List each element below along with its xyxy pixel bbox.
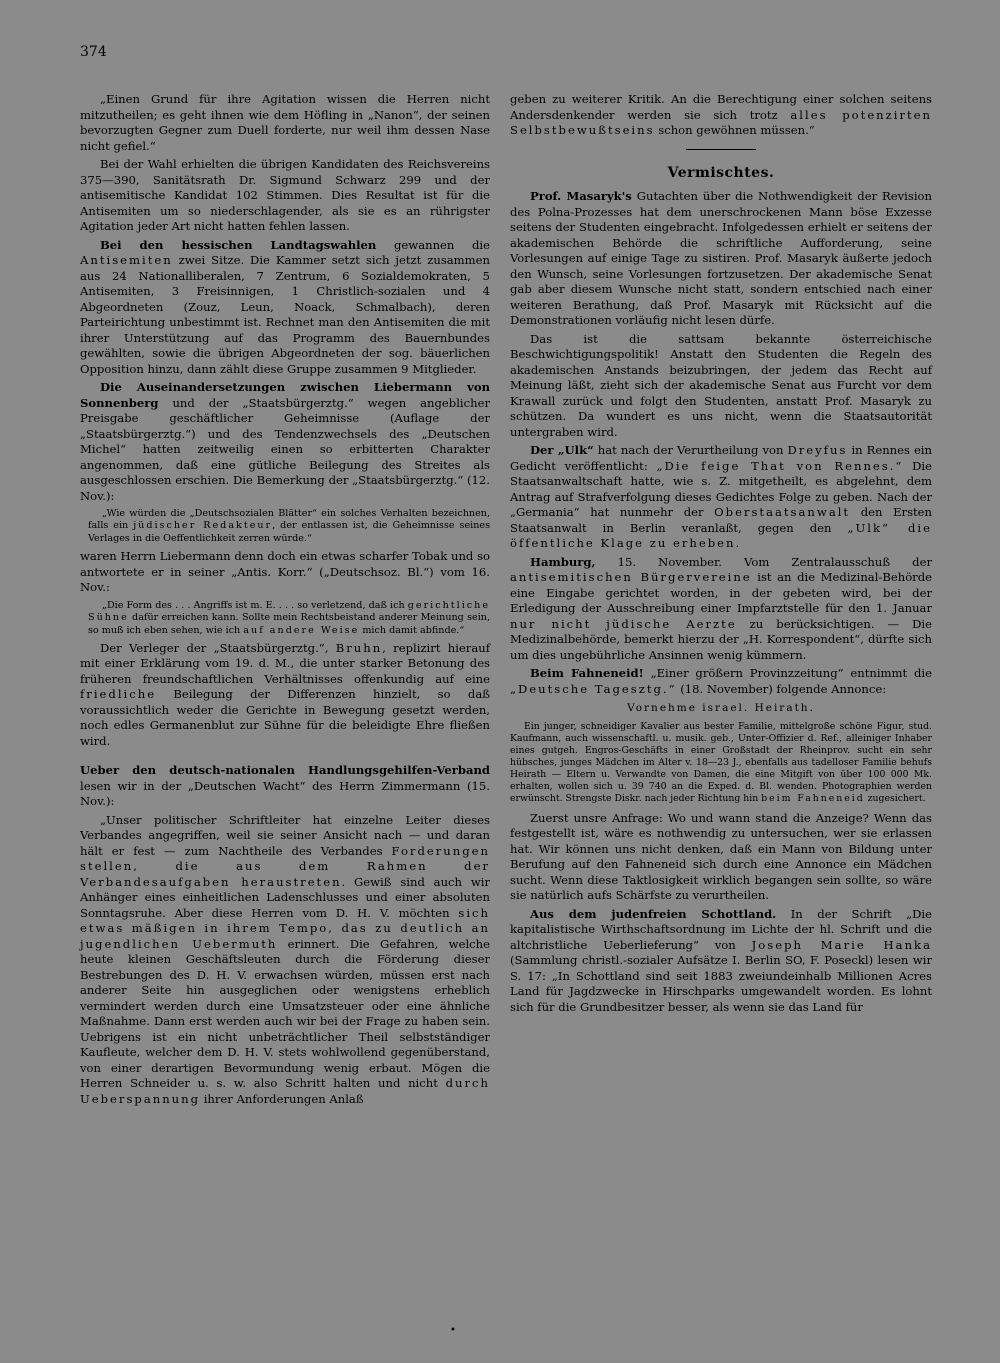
liebermann-reply: waren Herrn Liebermann denn doch ein etwas scharfer Tobak und so antwortete er in seiner „Antis. Korr.“ („Deutschsoz. Bl.“) vom 16. Nov.:	[80, 549, 490, 595]
article-headline: Bei den hessischen Landtagswahlen	[100, 237, 377, 252]
block-quote: „Die Form des . . . Angriffs ist m. E. . . . so verletzend, daß ich gerichtliche Sühne dafür erreichen kann. Sollte mein Rechtsbeistand anderer Meinung sein, so muß ich eben sehen, wie ich auf andere Weise mich damit abfinde.“	[88, 599, 490, 636]
article-headline: Prof. Masaryk's	[530, 189, 632, 203]
section-title: Vermischtes.	[667, 164, 775, 181]
block-quote: „Wie würden die „Deutschsozialen Blätter“ ein solches Verhalten bezeichnen, falls ein jüdischer Redakteur, der entlassen ist, die Geheimnisse seines Verlages in die Oeffentlichkeit zerren würde.“	[88, 508, 490, 544]
right-column	[510, 92, 932, 1018]
article-masaryk: Prof. Masaryk's Gutachten über die Nothwendigkeit der Revision des Polna-Prozesses hat dem unerschrockenen Mann böse Exzesse seitens der Studenten eingebracht. Infolgedessen erhielt er seitens der akademischen Behörde die schriftliche Aufforderung, seine Vorlesungen auf einige Tage zu sistiren. Prof. Masaryk äußerte jedoch den Wunsch, seine Vorlesungen fortzusetzen. Der akademische Senat gab aber diesem Wunsche nicht statt, sondern entschied nach einer weiteren Berathung, daß Prof. Masaryk mit Rücksicht auf die Demonstrationen vorläufig nicht lesen dürfe.	[510, 189, 932, 327]
fahneneid-comment: Zuerst unsre Anfrage: Wo und wann stand die Anzeige? Wenn das festgestellt ist, wäre es nothwendig zu untersuchen, wer sie erlassen hat. Wir können uns nicht denken, daß ein Mann von Bildung unter Berufung auf den Fahneneid sich durch eine Annonce ein Mädchen sucht. Wenn diese Taktlosigkeit wirklich begangen sein sollte, so wäre sie natürlich aufs Schärfste zu verurtheilen.	[510, 810, 932, 902]
masaryk-comment: Das ist die sattsam bekannte österreichische Beschwichtigungspolitik! Anstatt den Studenten die Regeln des akademischen Anstands beizubringen, der jedem das Recht auf Meinung läßt, zieht sich der akademische Senat aus Furcht vor dem Krawall zurück und folgt den Studenten, anstatt Prof. Masaryk zu schützen. Da wundert es uns nicht, wenn die Staatsautorität untergraben wird.	[510, 331, 932, 439]
article-ulk: Der „Ulk“ hat nach der Verurtheilung von Dreyfus in Rennes ein Gedicht veröffentlicht: „Die feige That von Rennes.“ Die Staatsanwaltschaft hatte, wie s. Z. mitgetheilt, es abgelehnt, dem Antrag auf Strafverfolgung dieses Gedichtes Folge zu geben. Nach der „Germania“ hat nunmehr der Oberstaatsanwalt den Ersten Staatsanwalt in Berlin veranlaßt, gegen den „Ulk“ die öffentliche Klage zu erheben.	[510, 443, 933, 550]
article-headline: Beim Fahneneid!	[530, 666, 644, 680]
election-paragraph: Bei der Wahl erhielten die übrigen Kandidaten des Reichsvereins 375—390, Sanitätsrath Dr. Sigmund Schwarz 299 und der antisemitische Kandidat 102 Stimmen. Dies Resultat ist für die Antisemiten um so niederschlagender, als sie es an rührigster Agitation jeder Art nicht hatten fehlen lassen.	[80, 157, 490, 233]
quote-paragraph: „Einen Grund für ihre Agitation wissen die Herren nicht mitzutheilen; es geht ihnen wie dem Höfling in „Nanon“, der seinen bevorzugten Gegner zum Duell forderte, nur weil ihm dessen Nase nicht gefiel.“	[80, 92, 490, 153]
verband-quote: „Unser politischer Schriftleiter hat einzelne Leiter dieses Verbandes angegriffen, weil sie seiner Ansicht nach — und daran hält er fest — zum Nachtheile des Verbandes Forderungen stellen, die aus dem Rahmen der Verbandesaufgaben heraustreten. Gewiß sind auch wir Anhänger eines einheitlichen Ladenschlusses und einer absoluten Sonntagsruhe. Aber diese Herren vom D. H. V. möchten sich etwas mäßigen in ihrem Tempo, das zu deutlich an jugendlichen Uebermuth erinnert. Die Gefahren, welche heute kleinen Geschäftsleuten durch die Förderung dieser Bestrebungen des D. H. V. erwachsen würden, müssen erst nach anderer Seite hin ausgeglichen oder wenigstens erheblich vermindert werden durch eine Umsatzsteuer oder eine ähnliche Maßnahme. Dann erst werden auch wir bei der Frage zu haben sein. Uebrigens ist ein nicht unbeträchtlicher Theil selbstständiger Kaufleute, welcher dem D. H. V. stets wohlwollend gegenüberstand, von einer derartigen Bevormundung wenig erbaut. Mögen die Herren Schneider u. s. w. also Schritt halten und nicht durch Ueberspannung ihrer Anforderungen Anlaß	[80, 812, 491, 1106]
article-headline: Aus dem judenfreien Schottland.	[530, 906, 777, 921]
article-hamburg: Hamburg, 15. November. Vom Zentralausschuß der antisemitischen Bürgervereine ist an die Medizinal-Behörde eine Eingabe gerichtet worden, in der gebeten wird, bei der Erledigung der Ausschreibung einer Impfarztstelle für den 1. Januar nur nicht jüdische Aerzte zu berücksichtigen. — Die Medizinalbehörde, bemerkt hierzu der „H. Korrespondent“, dürfte sich um dies ungebührliche Ansinnen wenig kümmern.	[510, 554, 932, 662]
section-divider	[686, 149, 756, 150]
article-headline: Hamburg,	[530, 554, 596, 569]
left-column	[80, 92, 490, 1110]
article-hessen: Bei den hessischen Landtagswahlen gewannen die Antisemiten zwei Sitze. Die Kammer setzt sich jetzt zusammen aus 24 Nationalliberalen, 7 Zentrum, 6 Sozialdemokraten, 5 Antisemiten, 3 Freisinnigen, 1 Christlich-sozialen und 4 Abgeordneten (Zouz, Leun, Noack, Schmalbach), deren Parteirichtung unbestimmt ist. Rechnet man den Antisemiten die mit ihrer Unterstützung auf das Programm des Bauernbundes gewählten, sowie die übrigen Abgeordneten der sog. bäuerlichen Opposition hinzu, dann zählt diese Gruppe zusammen 9 Mitglieder.	[80, 237, 490, 376]
article-verband: Ueber den deutsch-nationalen Handlungsgehilfen-Verband lesen wir in der „Deutschen Wacht“ des Herrn Zimmermann (15. Nov.):	[80, 763, 490, 809]
continued-paragraph: geben zu weiterer Kritik. An die Berechtigung einer solchen seitens Andersdenkender werden sie sich trotz alles potenzirten Selbstbewußtseins schon gewöhnen müssen.“	[510, 92, 932, 137]
article-liebermann: Die Auseinandersetzungen zwischen Liebermann von Sonnenberg und der „Staatsbürgerztg.“ wegen angeblicher Preisgabe geschäftlicher Geheimnisse (Auflage der „Staatsbürgerztg.“) und des Tendenzwechsels des „Deutschen Michel“ hatten zeitweilig einen so erbitterten Charakter angenommen, daß eine gütliche Beilegung des Streites als ausgeschlossen erschien. Die Bemerkung der „Staatsbürgerztg.“ (12. Nov.):	[80, 380, 490, 503]
advertisement-title: Vornehme israel. Heirath.	[627, 702, 815, 714]
page-number: 374	[80, 44, 107, 60]
article-headline: Die Auseinandersetzungen zwischen Liebermann von Sonnenberg	[80, 380, 490, 410]
liebermann-conclusion: Der Verleger der „Staatsbürgerztg.“, Bruhn, replizirt hierauf mit einer Erklärung vom 19. d. M., die unter starker Betonung des früheren freundschaftlichen Verhältnisses offenkundig auf eine friedliche Beilegung der Differenzen hinzielt, so daß voraussichtlich weder die Gerichte in Bewegung gesetzt werden, noch edles Germanenblut zur Sühne für die beleidigte Ehre fließen wird.	[80, 640, 491, 748]
article-headline: Der „Ulk“	[530, 443, 594, 457]
footer-mark: •	[450, 1325, 456, 1336]
advertisement-text: Ein junger, schneidiger Kavalier aus bester Familie, mittelgroße schöne Figur, stud. Kaufmann, auch wissenschaftl. u. musik. geb., Unter-Offizier d. Ref., alleiniger Inhaber eines gutgeh. Engros-Geschäfts in einer Großstadt der Rheinprov. sucht ein sehr hübsches, junges Mädchen im Alter v. 18—23 J., ebenfalls aus tadelloser Familie behufs Heirath — Eltern u. Verwandte von Damen, die eine Mitgift von über 100 000 Mk. erhalten, wollen sich u. 39 740 an die Exped. d. Bl. wenden. Photographien werden erwünscht. Strengste Diskr. nach jeder Richtung hin beim Fahneneid zugesichert.	[510, 720, 932, 804]
article-headline: Ueber den deutsch-nationalen Handlungsgehilfen-Verband	[80, 763, 490, 778]
article-fahneneid: Beim Fahneneid! „Einer größern Provinzzeitung“ entnimmt die „Deutsche Tagesztg.“ (18. November) folgende Annonce:	[510, 666, 932, 696]
article-schottland: Aus dem judenfreien Schottland. In der Schrift „Die kapitalistische Wirthschaftsordnung im Lichte der hl. Schrift und die altchristliche Ueberlieferung“ von Joseph Marie Hanka (Sammlung christl.-sozialer Aufsätze I. Berlin SO, F. Poseckl) lesen wir S. 17: „In Schottland sind seit 1883 zweiundeinhalb Millionen Acres Land für Jagdzwecke in Hirschparks umgewandelt worden. Es lohnt sich für die Grundbesitzer besser, als wenn sie das Land für	[510, 906, 932, 1014]
